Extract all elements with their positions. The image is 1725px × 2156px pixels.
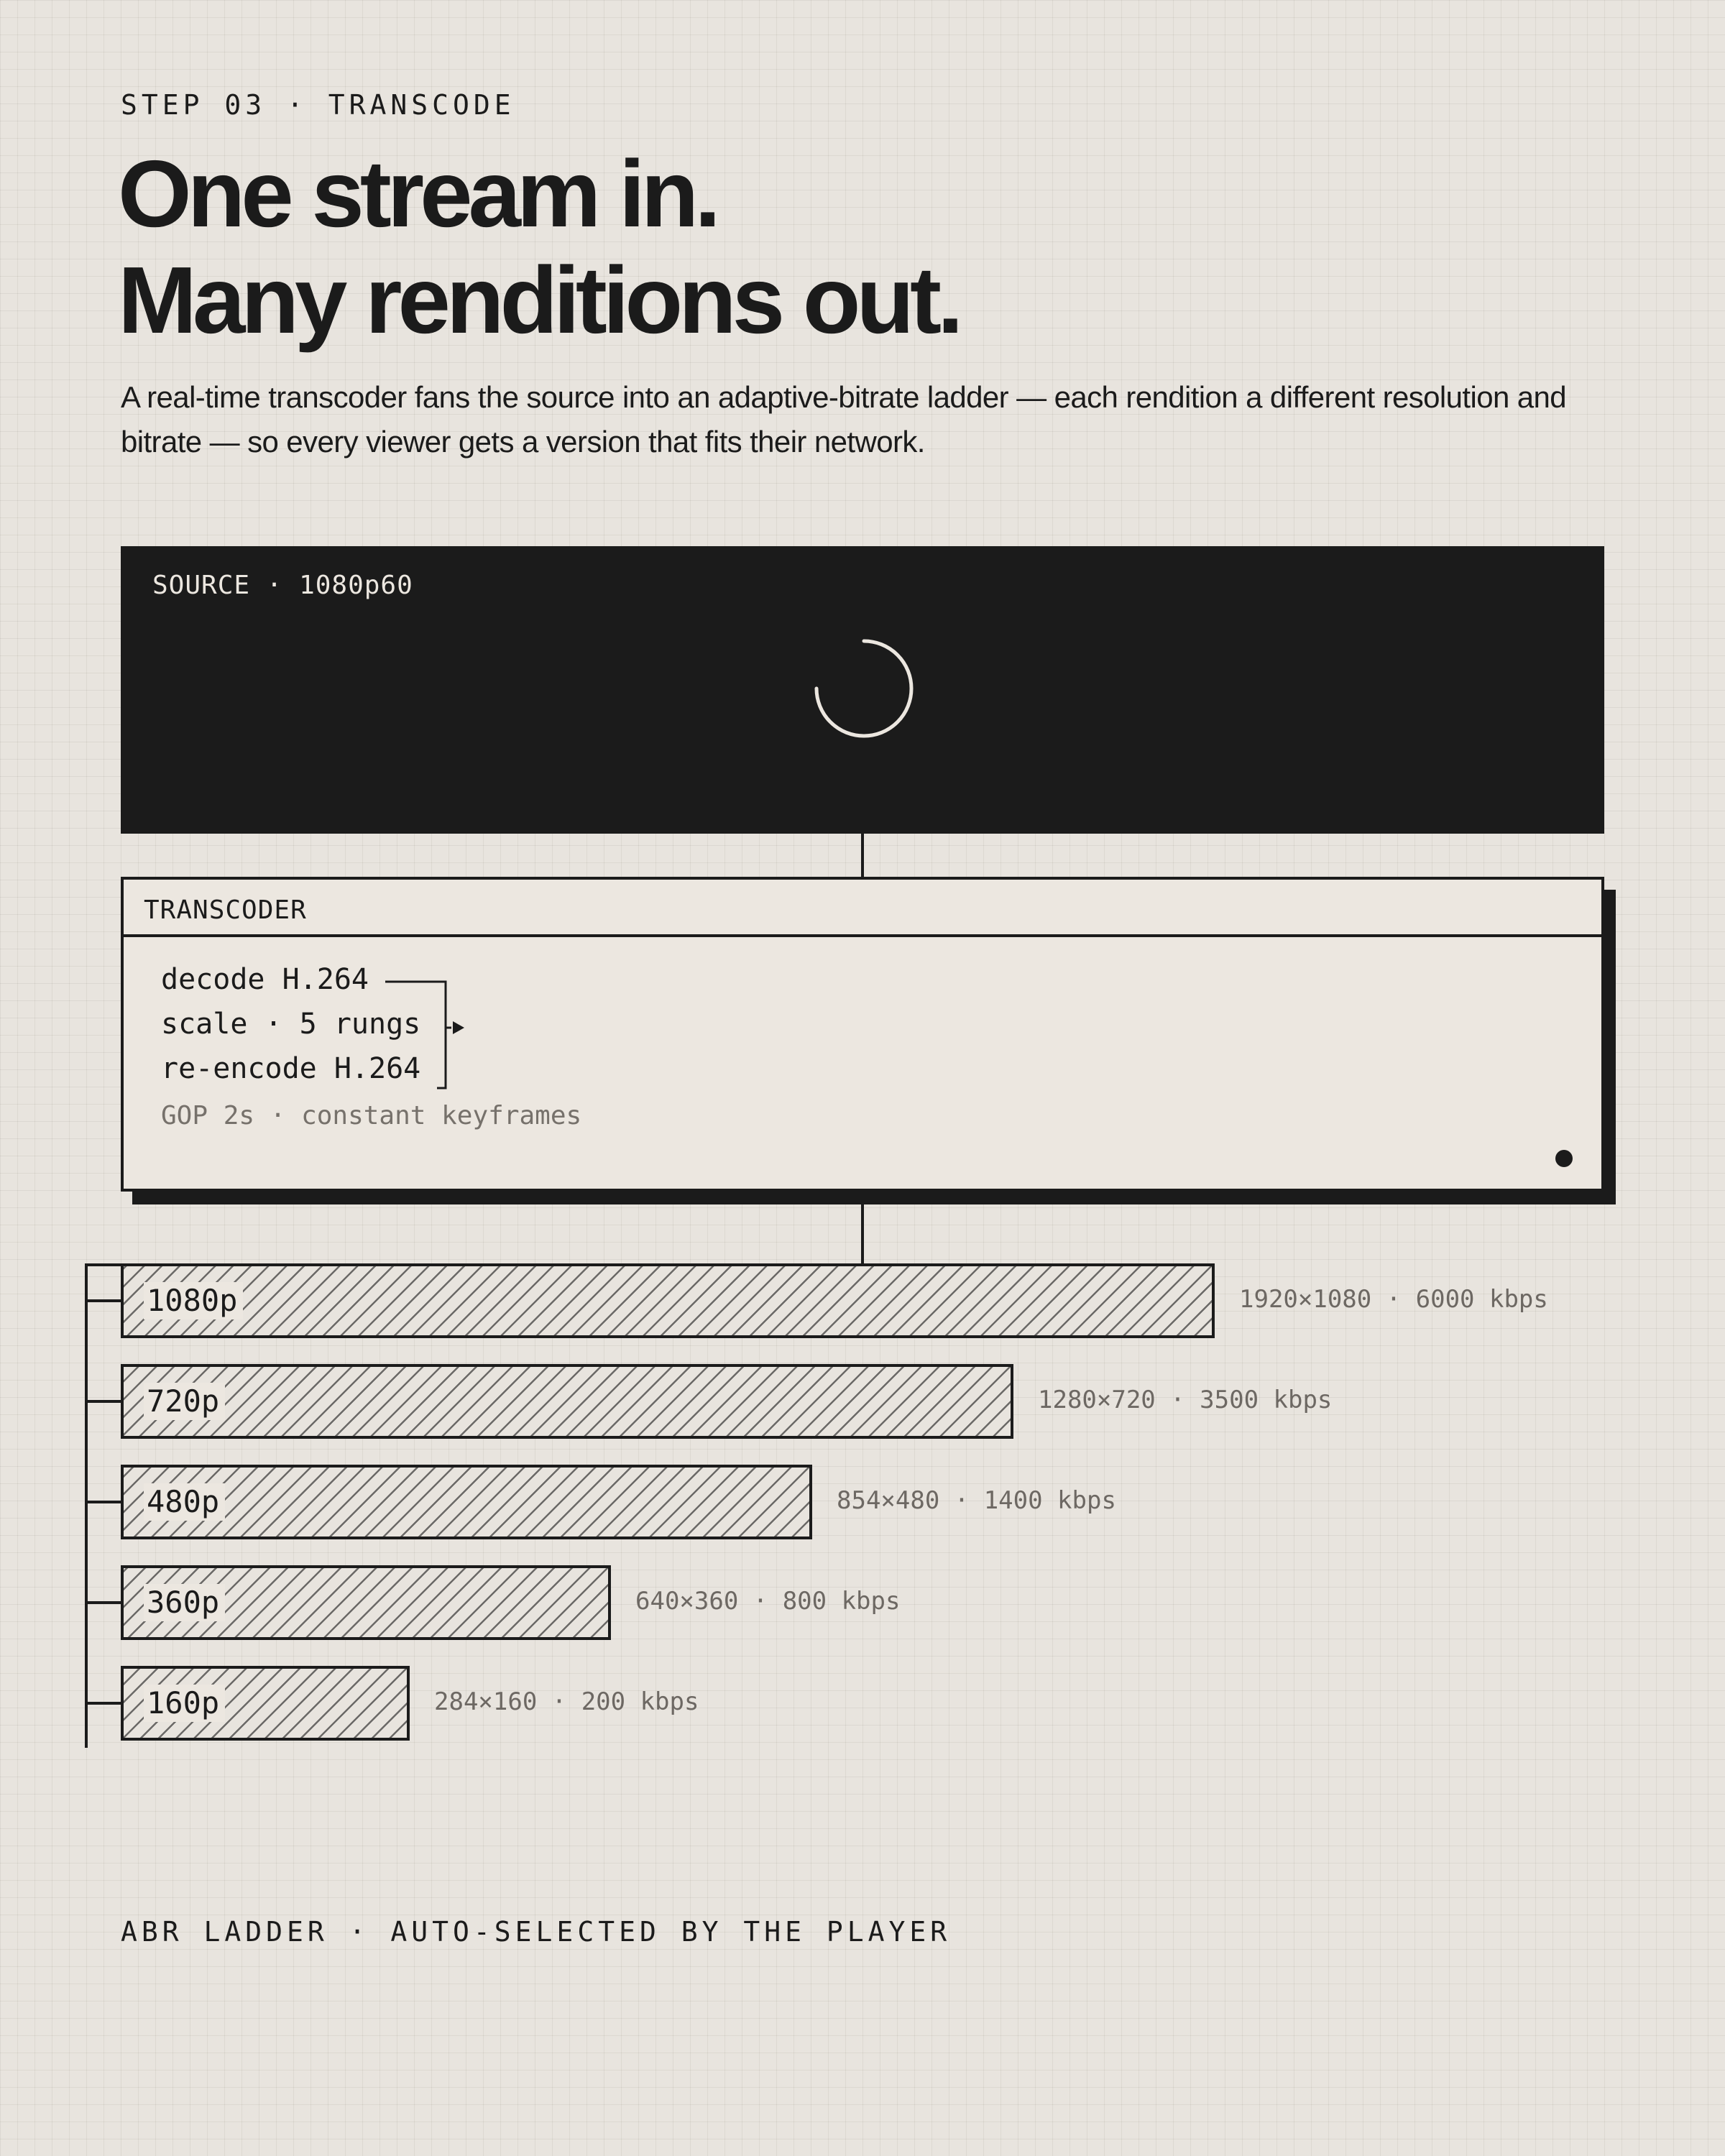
- loading-spinner-icon: [811, 635, 917, 742]
- rendition-spec: 854×480 · 1400 kbps: [837, 1486, 1116, 1515]
- rendition-bar-1080p: [121, 1263, 1215, 1338]
- ladder-spine-cap: [85, 1263, 122, 1266]
- rendition-spec: 640×360 · 800 kbps: [635, 1587, 901, 1616]
- headline-line-1: One stream in.: [118, 141, 717, 247]
- connector-source-to-transcoder: [861, 834, 864, 878]
- step-eyebrow: STEP 03 · TRANSCODE: [121, 89, 515, 121]
- transcoder-step-encode: re-encode H.264: [161, 1052, 421, 1085]
- ladder-tick: [85, 1400, 122, 1403]
- ladder-tick: [85, 1501, 122, 1503]
- rendition-label: 720p: [144, 1383, 225, 1420]
- ladder-tick: [85, 1702, 122, 1705]
- ladder-tick: [85, 1601, 122, 1604]
- transcoder-panel: [121, 877, 1604, 1192]
- connector-transcoder-to-ladder: [861, 1204, 864, 1265]
- ladder-tick: [85, 1299, 122, 1302]
- headline-line-2: Many renditions out.: [118, 247, 960, 353]
- transcoder-step-decode: decode H.264: [161, 963, 369, 996]
- rendition-label: 1080p: [144, 1282, 243, 1319]
- rendition-bar-360p: [121, 1565, 611, 1640]
- ladder-spine: [85, 1263, 88, 1748]
- rendition-spec: 284×160 · 200 kbps: [434, 1687, 699, 1716]
- transcoder-status-dot: [1555, 1150, 1573, 1167]
- rendition-bar-480p: [121, 1465, 812, 1539]
- source-label: SOURCE · 1080p60: [152, 571, 413, 600]
- transcoder-gop-note: GOP 2s · constant keyframes: [161, 1101, 582, 1130]
- rendition-label: 160p: [144, 1685, 225, 1722]
- transcoder-title: TRANSCODER: [144, 895, 307, 925]
- pipeline-bracket-arrow: [124, 880, 1607, 1194]
- transcoder-step-scale: scale · 5 rungs: [161, 1008, 421, 1041]
- lede-paragraph: A real-time transcoder fans the source into an adaptive-bitrate ladder — each rendition a different resolution and bitrate — so every viewer gets a version that fits their network.: [121, 380, 1567, 459]
- rendition-label: 480p: [144, 1483, 225, 1521]
- rendition-spec: 1920×1080 · 6000 kbps: [1239, 1285, 1548, 1314]
- footer-caption: ABR LADDER · AUTO-SELECTED BY THE PLAYER: [121, 1916, 952, 1948]
- rendition-label: 360p: [144, 1584, 225, 1621]
- source-stream-panel: [121, 546, 1604, 834]
- rendition-spec: 1280×720 · 3500 kbps: [1038, 1386, 1333, 1414]
- rendition-bar-160p: [121, 1666, 410, 1741]
- rendition-bar-720p: [121, 1364, 1013, 1439]
- headline: [118, 141, 960, 354]
